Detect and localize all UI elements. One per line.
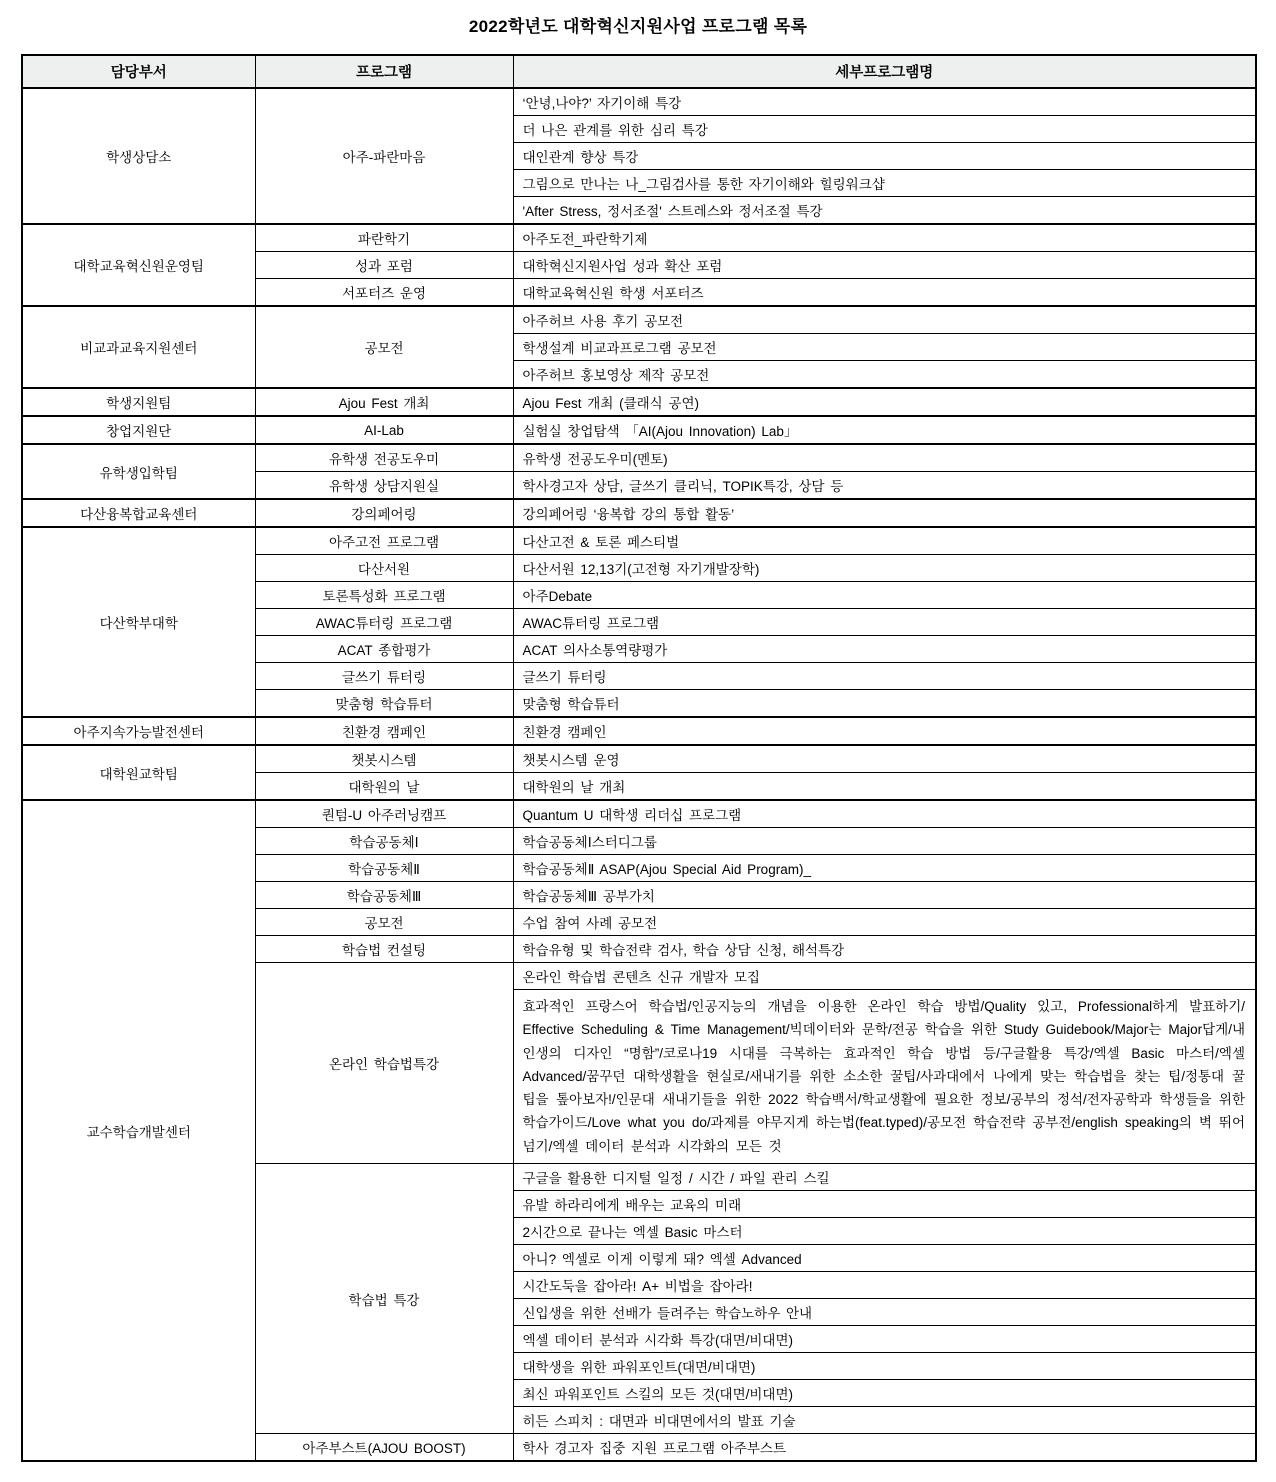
detail-cell: 'After Stress, 정서조절' 스트레스와 정서조절 특강 [513, 197, 1256, 225]
program-cell: 아주-파란마음 [255, 88, 513, 224]
program-cell: ACAT 종합평가 [255, 636, 513, 663]
table-row [22, 306, 1256, 334]
detail-cell: 학습공동체Ⅲ 공부가치 [513, 882, 1256, 909]
table-row [22, 444, 1256, 472]
detail-cell: Ajou Fest 개최 (클래식 공연) [513, 388, 1256, 416]
detail-cell: 유학생 전공도우미(멘토) [513, 444, 1256, 472]
detail-cell: 신입생을 위한 선배가 들려주는 학습노하우 안내 [513, 1299, 1256, 1326]
detail-cell: ‘안녕,나야?’ 자기이해 특강 [513, 88, 1256, 116]
detail-cell: 최신 파워포인트 스킬의 모든 것(대면/비대면) [513, 1380, 1256, 1407]
detail-cell: AWAC튜터링 프로그램 [513, 609, 1256, 636]
department-cell: 아주지속가능발전센터 [22, 717, 255, 745]
program-cell: 유학생 상담지원실 [255, 472, 513, 500]
program-cell: 학습공동체Ⅲ [255, 882, 513, 909]
detail-cell: 대학혁신지원사업 성과 확산 포럼 [513, 252, 1256, 279]
detail-cell: 다산고전 & 토론 페스티벌 [513, 527, 1256, 555]
detail-cell: 아주Debate [513, 582, 1256, 609]
col-header-detail: 세부프로그램명 [513, 55, 1256, 88]
program-cell: 학습공동체Ⅱ [255, 855, 513, 882]
col-header-program: 프로그램 [255, 55, 513, 88]
program-cell: 아주고전 프로그램 [255, 527, 513, 555]
table-row [22, 800, 1256, 828]
program-cell: AI-Lab [255, 416, 513, 444]
table-row [22, 527, 1256, 555]
table-row [22, 499, 1256, 527]
program-cell: 맞춤형 학습튜터 [255, 690, 513, 718]
program-cell: 서포터즈 운영 [255, 279, 513, 307]
detail-cell: 맞춤형 학습튜터 [513, 690, 1256, 718]
detail-cell: 시간도둑을 잡아라! A+ 비법을 잡아라! [513, 1272, 1256, 1299]
detail-cell: 수업 참여 사례 공모전 [513, 909, 1256, 936]
program-cell: AWAC튜터링 프로그램 [255, 609, 513, 636]
program-cell: 챗봇시스템 [255, 745, 513, 773]
detail-cell: 대인관계 향상 특강 [513, 143, 1256, 170]
department-cell: 유학생입학팀 [22, 444, 255, 499]
table-body [22, 88, 1256, 1461]
table-row [22, 416, 1256, 444]
detail-cell: 대학생을 위한 파워포인트(대면/비대면) [513, 1353, 1256, 1380]
page-title: 2022학년도 대학혁신지원사업 프로그램 목록 [468, 17, 808, 36]
detail-cell: 학습공동체Ⅱ ASAP(Ajou Special Aid Program)_ [513, 855, 1256, 882]
program-cell: Ajou Fest 개최 [255, 388, 513, 416]
detail-cell: 효과적인 프랑스어 학습법/인공지능의 개념을 이용한 온라인 학습 방법/Quality 있고, Professional하게 발표하기/ Effective Scheduling & Time Management/빅데이터와 문학/전공 학습을 위한 Study Guidebook/Major는 Major답게/내 인생의 디자인 “명함”/코로나19 시대를 극복하는 효과적인 학습 방법 등/구글활용 특강/엑셀 Basic 마스터/엑셀 Advanced/꿈꾸던 대학생활을 현실로/새내기를 위한 소소한 꿀팁/사과대에서 나에게 맞는 학습법을 찾는 팁/정통대 꿀팁을 톺아보자!/인문대 새내기들을 위한 2022 학습백서/학교생활에 필요한 정보/공부의 정석/전자공학과 학생들을 위한 학습가이드/Love what you do/과제를 야무지게 하는법(feat.typed)/공모전 학습전략 공부전/english speaking의 벽 뛰어넘기/엑셀 데이터 분석과 시각화의 모든 것 [513, 990, 1256, 1164]
department-cell: 대학원교학팀 [22, 745, 255, 800]
detail-cell: 아니? 엑셀로 이게 이렇게 돼? 엑셀 Advanced [513, 1245, 1256, 1272]
col-header-department: 담당부서 [22, 55, 255, 88]
detail-cell: 강의페어링 ‘융복합 강의 통합 활동’ [513, 499, 1256, 527]
detail-cell: 대학원의 날 개최 [513, 773, 1256, 801]
detail-cell: 2시간으로 끝나는 엑셀 Basic 마스터 [513, 1218, 1256, 1245]
program-cell: 퀀텀-U 아주러닝캠프 [255, 800, 513, 828]
detail-cell: Quantum U 대학생 리더십 프로그램 [513, 800, 1256, 828]
detail-cell: 학습유형 및 학습전략 검사, 학습 상담 신청, 해석특강 [513, 936, 1256, 963]
detail-cell: 학습공동체Ⅰ스터디그룹 [513, 828, 1256, 855]
detail-cell: 챗봇시스템 운영 [513, 745, 1256, 773]
detail-cell: 그림으로 만나는 나_그림검사를 통한 자기이해와 힐링워크샵 [513, 170, 1256, 197]
detail-cell: ACAT 의사소통역량평가 [513, 636, 1256, 663]
program-cell: 공모전 [255, 306, 513, 388]
table-row [22, 224, 1256, 252]
detail-cell: 아주도전_파란학기제 [513, 224, 1256, 252]
program-cell: 글쓰기 튜터링 [255, 663, 513, 690]
detail-cell: 아주허브 홍보영상 제작 공모전 [513, 361, 1256, 389]
program-cell: 학습공동체Ⅰ [255, 828, 513, 855]
detail-cell: 친환경 캠페인 [513, 717, 1256, 745]
detail-cell: 학생설계 비교과프로그램 공모전 [513, 334, 1256, 361]
program-table [21, 54, 1257, 1462]
detail-cell: 유발 하라리에게 배우는 교육의 미래 [513, 1191, 1256, 1218]
program-cell: 유학생 전공도우미 [255, 444, 513, 472]
detail-cell: 대학교육혁신원 학생 서포터즈 [513, 279, 1256, 307]
detail-cell: 학사 경고자 집중 지원 프로그램 아주부스트 [513, 1434, 1256, 1462]
table-row [22, 88, 1256, 116]
program-cell: 대학원의 날 [255, 773, 513, 801]
detail-cell: 아주허브 사용 후기 공모전 [513, 306, 1256, 334]
department-cell: 대학교육혁신원운영팀 [22, 224, 255, 306]
table-row [22, 745, 1256, 773]
department-cell: 창업지원단 [22, 416, 255, 444]
detail-cell: 실험실 창업탐색 「AI(Ajou Innovation) Lab」 [513, 416, 1256, 444]
program-cell: 성과 포럼 [255, 252, 513, 279]
program-cell: 토론특성화 프로그램 [255, 582, 513, 609]
table-row [22, 388, 1256, 416]
program-cell: 친환경 캠페인 [255, 717, 513, 745]
department-cell: 교수학습개발센터 [22, 800, 255, 1461]
table-header-row [22, 55, 1256, 88]
program-cell: 온라인 학습법특강 [255, 963, 513, 1164]
detail-cell: 온라인 학습법 콘텐츠 신규 개발자 모집 [513, 963, 1256, 990]
detail-cell: 글쓰기 튜터링 [513, 663, 1256, 690]
detail-cell: 구글을 활용한 디지털 일정 / 시간 / 파일 관리 스킬 [513, 1164, 1256, 1191]
department-cell: 다산융복합교육센터 [22, 499, 255, 527]
detail-cell: 다산서원 12,13기(고전형 자기개발장학) [513, 555, 1256, 582]
program-cell: 아주부스트(AJOU BOOST) [255, 1434, 513, 1462]
program-cell: 학습법 컨설팅 [255, 936, 513, 963]
table-row [22, 717, 1256, 745]
department-cell: 학생상담소 [22, 88, 255, 224]
department-cell: 다산학부대학 [22, 527, 255, 717]
department-cell: 학생지원팀 [22, 388, 255, 416]
department-cell: 비교과교육지원센터 [22, 306, 255, 388]
detail-cell: 엑셀 데이터 분석과 시각화 특강(대면/비대면) [513, 1326, 1256, 1353]
program-cell: 강의페어링 [255, 499, 513, 527]
detail-cell: 더 나은 관계를 위한 심리 특강 [513, 116, 1256, 143]
detail-cell: 히든 스피치 : 대면과 비대면에서의 발표 기술 [513, 1407, 1256, 1434]
program-cell: 학습법 특강 [255, 1164, 513, 1434]
detail-cell: 학사경고자 상담, 글쓰기 클리닉, TOPIK특강, 상담 등 [513, 472, 1256, 500]
program-cell: 공모전 [255, 909, 513, 936]
program-cell: 다산서원 [255, 555, 513, 582]
program-cell: 파란학기 [255, 224, 513, 252]
